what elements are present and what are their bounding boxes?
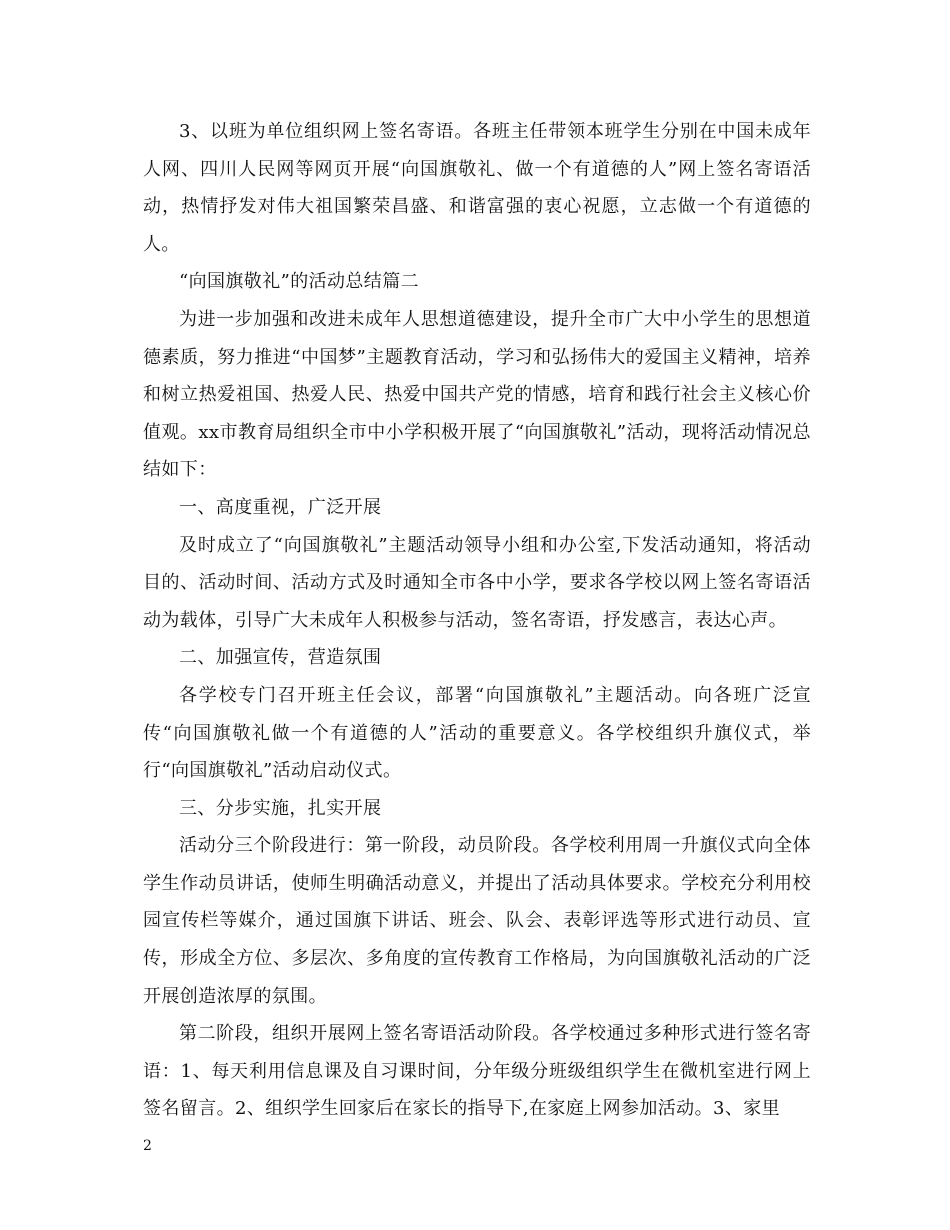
paragraph-one: 及时成立了“向国旗敬礼”主题活动领导小组和办公室,下发活动通知，将活动目的、活动时间、活动方式及时通知全市各中小学，要求各学校以网上签名寄语活动为载体，引导广大未成年人积极参与活动，签名寄语，抒发感言，表达心声。 <box>143 534 811 631</box>
heading-two: 二、加强宣传，营造氛围 <box>179 647 382 669</box>
heading-three: 三、分步实施，扎实开展 <box>179 797 382 819</box>
page-number: 2 <box>143 1138 152 1154</box>
paragraph-stage-one: 活动分三个阶段进行：第一阶段，动员阶段。各学校利用周一升旗仪式向全体学生作动员讲话，使师生明确活动意义，并提出了活动具体要求。学校充分利用校园宣传栏等媒介，通过国旗下讲话、班会、队会、表彰评选等形式进行动员、宣传，形成全方位、多层次、多角度的宣传教育工作格局，为向国旗敬礼活动的广泛开展创造浓厚的氛围。 <box>143 835 811 1007</box>
heading-one: 一、高度重视，广泛开展 <box>179 496 382 518</box>
paragraph-two: 各学校专门召开班主任会议，部署“向国旗敬礼”主题活动。向各班广泛宣传“向国旗敬礼做一个有道德的人”活动的重要意义。各学校组织升旗仪式，举行“向国旗敬礼”活动启动仪式。 <box>143 684 811 782</box>
intro-paragraph: 为进一步加强和改进未成年人思想道德建设，提升全市广大中小学生的思想道德素质，努力推进“中国梦”主题教育活动，学习和弘扬伟大的爱国主义精神，培养和树立热爱祖国、热爱人民、热爱中国共产党的情感，培育和践行社会主义核心价值观。xx市教育局组织全市中小学积极开展了“向国旗敬礼”活动，现将活动情况总结如下： <box>143 308 811 481</box>
paragraph-stage-two: 第二阶段，组织开展网上签名寄语活动阶段。各学校通过多种形式进行签名寄语：1、每天利用信息课及自习课时间，分年级分班级组织学生在微机室进行网上签名留言。2、组织学生回家后在家长的指导下,在家庭上网参加活动。3、家里 <box>143 1023 811 1120</box>
section-title: “向国旗敬礼”的活动总结篇二 <box>179 271 420 293</box>
paragraph-item-3: 3、以班为单位组织网上签名寄语。各班主任带领本班学生分别在中国未成年人网、四川人民网等网页开展“向国旗敬礼、做一个有道德的人”网上签名寄语活动，热情抒发对伟大祖国繁荣昌盛、和谐富强的衷心祝愿，立志做一个有道德的人。 <box>143 121 811 255</box>
document-body <box>143 113 811 1128</box>
